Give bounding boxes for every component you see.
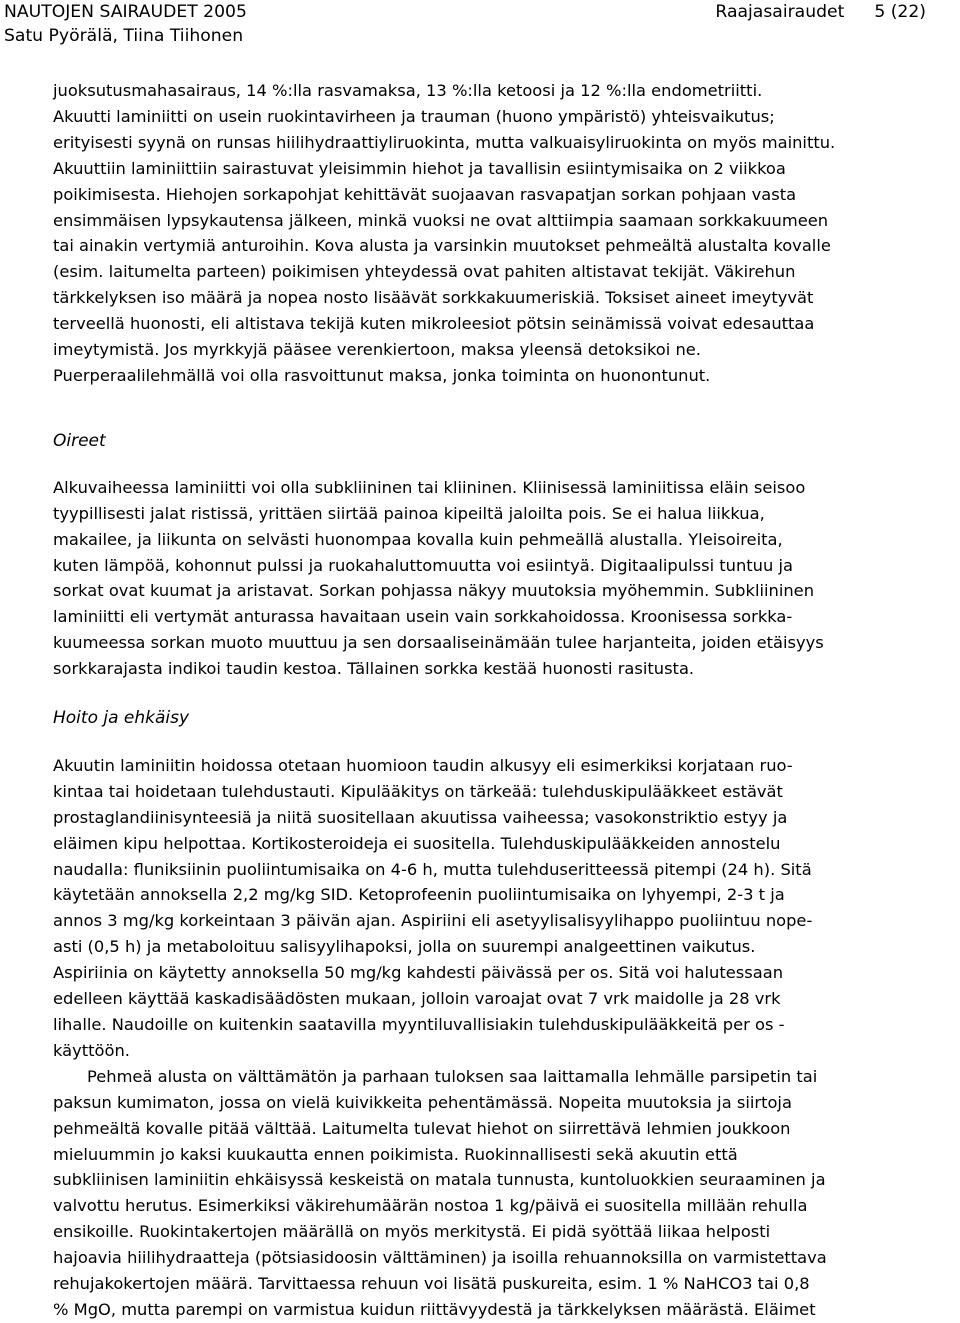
text-line: käyttöön.: [53, 1040, 130, 1060]
text-line: tai ainakin vertymiä anturoihin. Kova alusta ja varsinkin muutokset pehmeältä alustalta kovalle: [53, 236, 831, 256]
text-line: lihalle. Naudoille on kuitenkin saatavilla myyntiluvallisiakin tulehduskipulääkkeitä per os -: [53, 1015, 785, 1034]
text-line: rehujakokertojen määrä. Tarvittaessa rehuun voi lisätä puskureita, esim. 1 % NaHCO3 tai 0,8: [53, 1274, 810, 1294]
text-line: Akuutti laminiitti on usein ruokintavirheen ja trauman (huono ympäristö) yhteisvaikutus;: [53, 106, 775, 126]
text-line: imeytymistä. Jos myrkkyjä pääsee verenkiertoon, maksa yleensä detoksikoi ne.: [53, 340, 701, 360]
text-line: laminiitti eli vertymät anturassa havaitaan usein vain sorkkahoidossa. Kroonisessa sorkka-: [53, 607, 793, 627]
document-body: [53, 78, 921, 1323]
document-title: NAUTOJEN SAIRAUDET 2005: [4, 2, 247, 22]
text-line: tärkkelyksen iso määrä ja nopea nosto lisäävät sorkkakuumeriskiä. Toksiset aineet imeytyvät: [53, 288, 814, 308]
text-line: prostaglandiinisynteesiä ja niitä suositellaan akuutissa vaiheessa; vasokonstriktio estyy ja: [53, 807, 788, 827]
text-line: sorkkarajasta indikoi taudin kestoa. Tällainen sorkka kestää huonosti rasitusta.: [53, 659, 695, 679]
text-line: tyypillisesti jalat ristissä, yrittäen siirtää painoa kipeiltä jaloilta pois. Se ei halua liikkua,: [53, 503, 765, 523]
text-line: ensikoille. Ruokintakertojen määrällä on myös merkitystä. Ei pidä syöttää liikaa helposti: [53, 1222, 771, 1242]
oireet-paragraph: [53, 475, 921, 682]
intro-paragraph: [53, 78, 921, 389]
hoito-paragraph-1: [53, 753, 921, 1064]
text-line: pehmeältä kovalle pitää välttää. Laitumelta tulevat hiehot on siirrettävä lehmien joukkoon: [53, 1118, 791, 1138]
hoito-paragraph-2: [53, 1064, 921, 1323]
text-line: valvottu herutus. Esimerkiksi väkirehumäärän nostoa 1 kg/päivä ei suositella millään rehulla: [53, 1196, 808, 1216]
text-line: Puerperaalilehmällä voi olla rasvoittunut maksa, jonka toiminta on huonontunut.: [53, 365, 711, 385]
page-header: [0, 0, 960, 52]
section-heading-hoito: Hoito ja ehkäisy: [53, 708, 190, 729]
text-line: ensimmäisen lypsykautensa jälkeen, minkä vuoksi ne ovat alttiimpia saamaan sorkkakuumeen: [53, 210, 829, 230]
authors: Satu Pyörälä, Tiina Tiihonen: [4, 26, 244, 46]
text-line: Pehmeä alusta on välttämätön ja parhaan tuloksen saa laittamalla lehmälle parsipetin tai: [87, 1066, 818, 1086]
text-line: poikimisesta. Hiehojen sorkapohjat kehittävät suojaavan rasvapatjan sorkan pohjaan vasta: [53, 184, 797, 204]
text-line: % MgO, mutta parempi on varmistua kuidun riittävyydestä ja tärkkelyksen määrästä. Eläimet: [53, 1299, 816, 1319]
text-line: juoksutusmahasairaus, 14 %:lla rasvamaksa, 13 %:lla ketoosi ja 12 %:lla endometriitti.: [53, 81, 763, 100]
page-number: 5 (22): [874, 2, 926, 22]
text-line: asti (0,5 h) ja metaboloituu salisyylihapoksi, jolla on suurempi analgeettinen vaikutus.: [53, 937, 756, 957]
text-line: subkliinisen laminiitin ehkäisyssä keskeistä on matala tunnusta, kuntoluokkien seuraaminen ja: [53, 1170, 826, 1190]
text-line: naudalla: fluniksiinin puoliintumisaika on 4-6 h, mutta tulehduseritteessä pitempi (24 h). Sitä: [53, 859, 812, 879]
text-line: kintaa tai hoidetaan tulehdustauti. Kipulääkitys on tärkeää: tulehduskipulääkkeet estävät: [53, 781, 783, 801]
header-right: [715, 0, 926, 24]
text-line: käytetään annoksella 2,2 mg/kg SID. Ketoprofeenin puoliintumisaika on lyhyempi, 2-3 t ja: [53, 885, 785, 905]
text-line: terveellä huonosti, eli altistava tekijä kuten mikroleesiot pötsin seinämissä voivat edesauttaa: [53, 314, 815, 334]
text-line: paksun kumimaton, jossa on vielä kuivikkeita pehentämässä. Nopeita muutoksia ja siirtoja: [53, 1092, 792, 1112]
section-heading-oireet: Oireet: [53, 430, 106, 451]
text-line: mieluummin jo kaksi kuukautta ennen poikimista. Ruokinnallisesti sekä akuutin että: [53, 1144, 738, 1164]
section-name: Raajasairaudet: [715, 2, 845, 22]
text-line: kuten lämpöä, kohonnut pulssi ja ruokahaluttomuutta voi esiintyä. Digitaalipulssi tuntuu ja: [53, 555, 793, 575]
text-line: edelleen käyttää kaskadisäädösten mukaan, jolloin varoajat ovat 7 vrk maidolle ja 28 vrk: [53, 989, 781, 1009]
header-left: [4, 0, 247, 48]
text-line: Akuuttiin laminiittiin sairastuvat yleisimmin hiehot ja tavallisin esiintymisaika on 2 viikkoa: [53, 158, 786, 178]
text-line: makailee, ja liikunta on selvästi huonompaa kovalla kuin pehmeällä alustalla. Yleisoireita,: [53, 529, 783, 549]
text-line: hajoavia hiilihydraatteja (pötsiasidoosin välttäminen) ja isoilla rehuannoksilla on varmistettava: [53, 1248, 827, 1268]
text-line: annos 3 mg/kg korkeintaan 3 päivän ajan. Aspiriini eli asetyylisalisyylihappo puoliintuu nope-: [53, 911, 813, 931]
text-line: Aspiriinia on käytetty annoksella 50 mg/kg kahdesti päivässä per os. Sitä voi halutessaan: [53, 963, 784, 983]
text-line: eläimen kipu helpottaa. Kortikosteroideja ei suositella. Tulehduskipulääkkeiden annostelu: [53, 833, 781, 853]
text-line: (esim. laitumelta parteen) poikimisen yhteydessä ovat pahiten altistavat tekijät. Väkirehun: [53, 262, 796, 282]
text-line: sorkat ovat kuumat ja aristavat. Sorkan pohjassa näkyy muutoksia myöhemmin. Subkliininen: [53, 581, 815, 601]
text-line: erityisesti syynä on runsas hiilihydraattiyliruokinta, mutta valkuaisyliruokinta on myös mainittu.: [53, 132, 836, 152]
text-line: Alkuvaiheessa laminiitti voi olla subkliininen tai kliininen. Kliinisessä laminiitissa eläin seisoo: [53, 477, 806, 497]
text-line: kuumeessa sorkan muoto muuttuu ja sen dorsaaliseinämään tulee harjanteita, joiden etäisyys: [53, 633, 824, 653]
text-line: Akuutin laminiitin hoidossa otetaan huomioon taudin alkusyy eli esimerkiksi korjataan ruo-: [53, 755, 793, 775]
